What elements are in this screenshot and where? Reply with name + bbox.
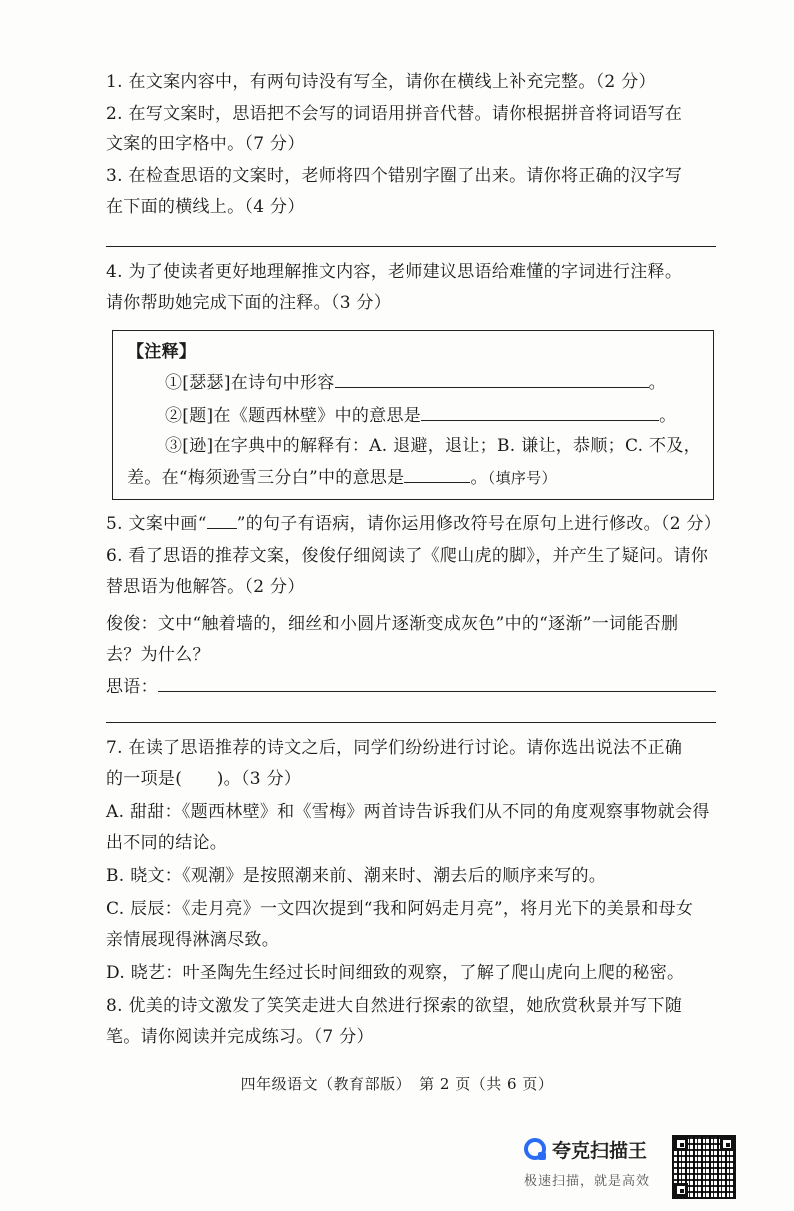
underline-mark (207, 516, 237, 529)
scanner-app-name: 夸克扫描王 (552, 1139, 648, 1162)
note-3-end: 。 (470, 468, 488, 488)
question-2-line-2: 文案的田字格中。（7 分） (106, 134, 305, 154)
option-c-line-1: C. 辰辰：《走月亮》一文四次提到“我和阿妈走月亮”，将月光下的美景和母女 (106, 899, 694, 919)
scanner-logo-icon (524, 1138, 546, 1160)
page-footer: 四年级语文（教育部版） 第 2 页（共 6 页） (240, 1075, 554, 1093)
siyu-label: 思语： (106, 677, 158, 697)
question-8-line-1: 8. 优美的诗文激发了笑笑走进大自然进行探索的欲望，她欣赏秋景并写下随 (106, 996, 683, 1016)
note-3-blank[interactable] (404, 466, 470, 483)
question-8-line-2: 笔。请你阅读并完成练习。（7 分） (106, 1027, 374, 1047)
siyu-answer-blank[interactable] (158, 675, 716, 692)
option-a-line-1: A. 甜甜：《题西林壁》和《雪梅》两首诗告诉我们从不同的角度观察事物就会得 (106, 802, 710, 822)
question-4-line-1: 4. 为了使读者更好地理解推文内容，老师建议思语给难懂的字词进行注释。 (106, 262, 683, 282)
note-2-end: 。 (659, 406, 677, 426)
note-1-end: 。 (648, 373, 666, 393)
note-2-text: ②[题]在《题西林壁》中的意思是 (165, 406, 422, 426)
notes-box (112, 330, 714, 500)
option-a-line-2: 出不同的结论。 (106, 833, 228, 853)
question-3-line-2: 在下面的横线上。（4 分） (106, 197, 305, 217)
junjun-question-line-2: 去？为什么？ (106, 645, 210, 665)
question-5-text-b: ”的句子有语病，请你运用修改符号在原句上进行修改。（2 分） (236, 514, 722, 534)
question-4-line-2: 请你帮助她完成下面的注释。（3 分） (106, 293, 392, 313)
scanner-slogan: 极速扫描，就是高效 (524, 1174, 651, 1189)
note-1-blank[interactable] (335, 371, 649, 388)
question-3-line-1: 3. 在检查思语的文案时，老师将四个错别字圈了出来。请你将正确的汉字写 (106, 166, 683, 186)
question-1: 1. 在文案内容中，有两句诗没有写全，请你在横线上补充完整。（2 分） (106, 72, 656, 92)
option-d: D. 晓艺：叶圣陶先生经过长时间细致的观察，了解了爬山虎向上爬的秘密。 (106, 963, 685, 983)
option-b: B. 晓文：《观潮》是按照潮来前、潮来时、潮去后的顺序来写的。 (106, 866, 607, 886)
note-1 (165, 371, 666, 394)
note-3-text: 差。在“梅须逊雪三分白”中的意思是 (127, 468, 405, 488)
question-2-line-1: 2. 在写文案时，思语把不会写的词语用拼音代替。请你根据拼音将词语写在 (106, 104, 683, 124)
question-7-line-2: 的一项是( )。（3 分） (106, 769, 302, 789)
option-c-line-2: 亲情展现得淋漓尽致。 (106, 930, 279, 950)
question-5 (106, 513, 724, 535)
note-2-blank[interactable] (421, 404, 659, 421)
question-5-text-a: 5. 文案中画“ (106, 514, 207, 534)
note-3-hint: （填序号） (487, 469, 557, 487)
notes-title: 【注释】 (127, 342, 197, 362)
answer-line-q6[interactable] (106, 722, 716, 723)
note-3-line-1: ③[逊]在字典中的解释有：A. 退避，退让；B. 谦让，恭顺；C. 不及， (165, 436, 701, 456)
scanner-watermark (524, 1134, 664, 1164)
siyu-answer (106, 675, 724, 698)
question-6-line-2: 替思语为他解答。（2 分） (106, 577, 305, 597)
note-3-line-2 (127, 466, 643, 489)
question-7-line-1: 7. 在读了思语推荐的诗文之后，同学们纷纷进行讨论。请你选出说法不正确 (106, 738, 683, 758)
note-2 (165, 404, 677, 427)
junjun-question-line-1: 俊俊：文中“触着墙的，细丝和小圆片逐渐变成灰色”中的“逐渐”一词能否删 (106, 614, 679, 634)
answer-line-q3[interactable] (106, 246, 716, 247)
question-6-line-1: 6. 看了思语的推荐文案，俊俊仔细阅读了《爬山虎的脚》，并产生了疑问。请你 (106, 546, 709, 566)
qr-code-icon (672, 1135, 736, 1199)
note-1-text: ①[瑟瑟]在诗句中形容 (165, 373, 335, 393)
